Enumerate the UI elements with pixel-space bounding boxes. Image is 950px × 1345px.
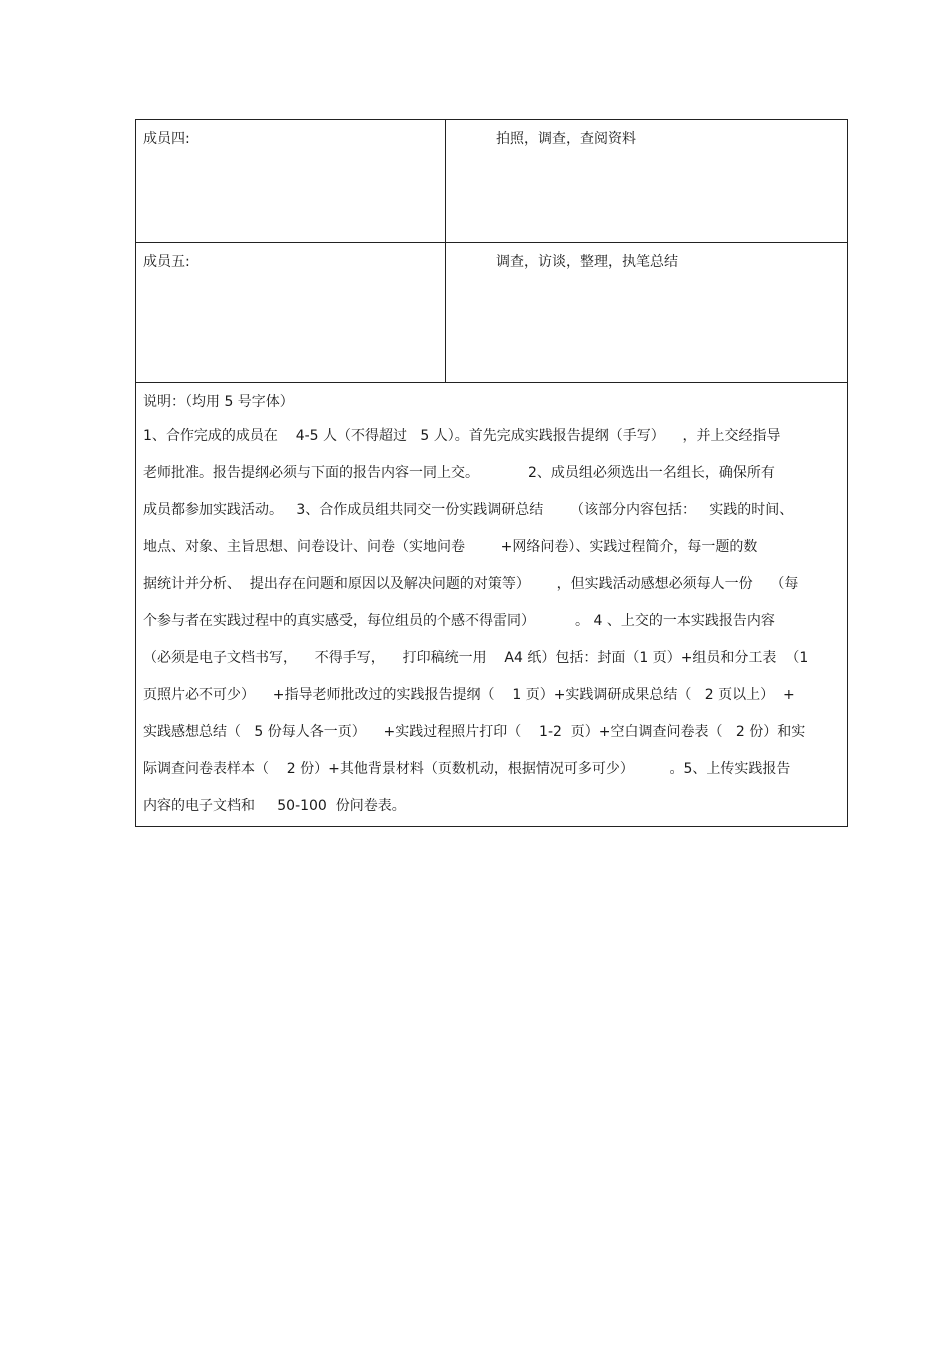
member-duties-cell: 拍照，调查，查阅资料 [496, 131, 636, 147]
member-duties-cell: 调查，访谈，整理，执笔总结 [496, 254, 678, 270]
member-table [135, 119, 848, 827]
notes-line: 页照片必不可少） +指导老师批改过的实践报告提纲（ 1 页）+实践调研成果总结（ 2 页以上） + [143, 687, 795, 703]
member-name-cell: 成员四: [136, 120, 446, 242]
notes-line: 地点、对象、主旨思想、问卷设计、问卷（实地问卷 +网络问卷）、实践过程简介，每一题的数 [143, 539, 758, 555]
notes-line: 内容的电子文档和 50-100 份问卷表。 [143, 798, 406, 814]
notes-line: （必须是电子文档书写， 不得手写， 打印稿统一用 A4 纸）包括：封面（1 页）+组员和分工表 （1 [143, 650, 809, 666]
notes-line: 1、合作完成的成员在 4-5 人（不得超过 5 人）。首先完成实践报告提纲（手写） ，并上交经指导 [143, 428, 781, 444]
notes-section [136, 383, 847, 826]
member-name-cell: 成员五: [136, 243, 446, 382]
notes-line: 据统计并分析、 提出存在问题和原因以及解决问题的对策等） ，但实践活动感想必须每人一份 （每 [143, 576, 799, 592]
table-row [136, 120, 847, 243]
notes-line: 际调查问卷表样本（ 2 份）+其他背景材料（页数机动，根据情况可多可少） 。5、上传实践报告 [143, 761, 791, 777]
notes-line: 成员都参加实践活动。 3、合作成员组共同交一份实践调研总结 （该部分内容包括： 实践的时间、 [143, 502, 794, 518]
notes-line: 实践感想总结（ 5 份每人各一页） +实践过程照片打印（ 1-2 页）+空白调查问卷表（ 2 份）和实 [143, 724, 806, 740]
notes-line: 老师批准。报告提纲必须与下面的报告内容一同上交。 2、成员组必须选出一名组长，确保所有 [143, 465, 775, 481]
notes-line: 个参与者在实践过程中的真实感受，每位组员的个感不得雷同） 。 4 、上交的一本实践报告内容 [143, 613, 775, 629]
table-row [136, 243, 847, 383]
notes-title: 说明：（均用 5 号字体） [143, 394, 294, 410]
